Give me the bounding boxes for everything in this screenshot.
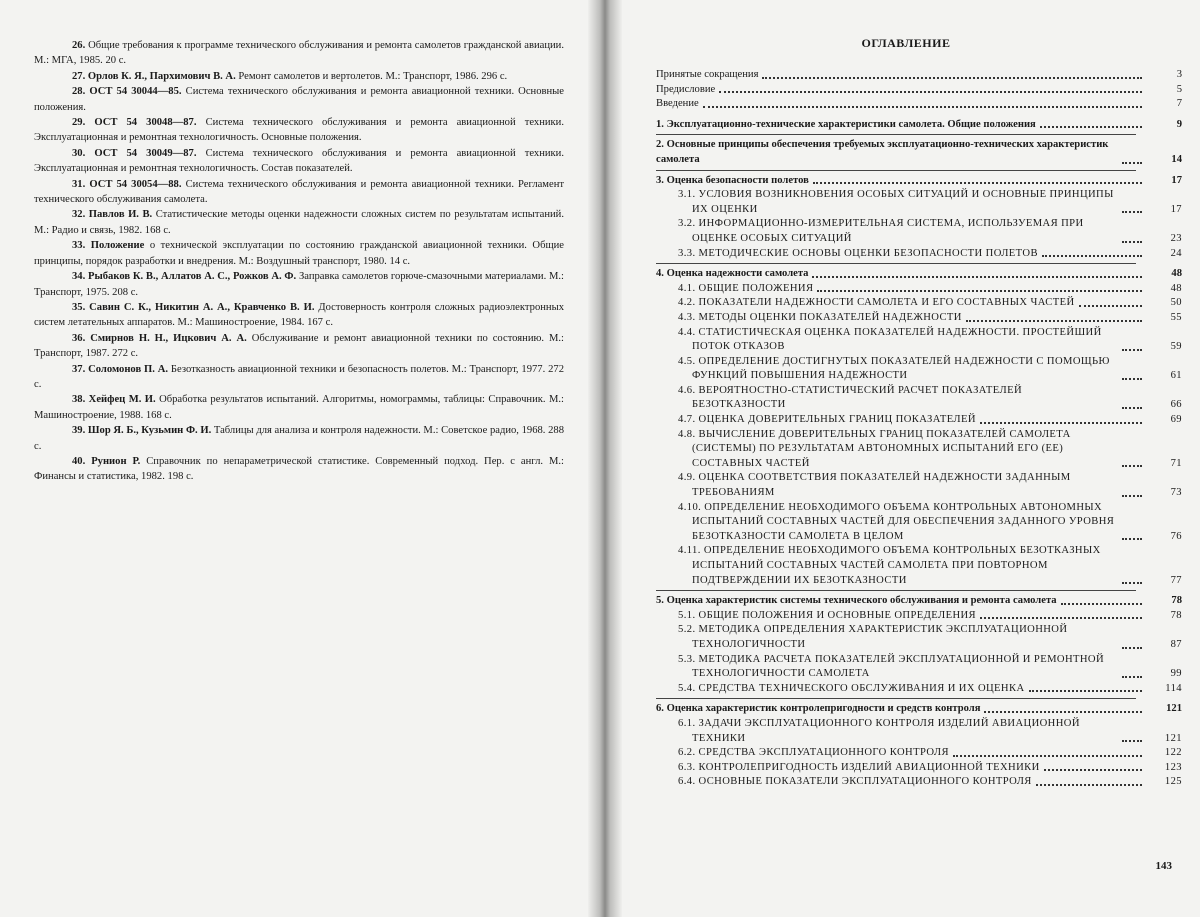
reference-text: Система технического обслуживания и ремонта авиационной техники. Регламент технического обслуживания самолета. (34, 178, 565, 206)
leader-dots (812, 276, 1142, 278)
toc-page-number: 114 (1165, 682, 1182, 694)
reference-text: Система технического обслуживания и ремонта авиационной техники. Эксплуатационная и ремонтная технологичность. Основные положения. (34, 117, 564, 144)
reference-authors: Хейфец М. И. (88, 394, 156, 406)
toc-chapter[interactable] (656, 174, 1182, 189)
toc-front-matter[interactable] (656, 68, 1182, 83)
toc-page-number: 69 (1170, 414, 1182, 426)
reference-authors: Шор Я. Б., Кузьмин Ф. И. (87, 425, 212, 437)
section-divider (656, 170, 1136, 171)
toc-entry-title: 4.8. ВЫЧИСЛЕНИЕ ДОВЕРИТЕЛЬНЫХ ГРАНИЦ ПОКАЗАТЕЛЕЙ САМОЛЕТА (СИСТЕМЫ) ПО РЕЗУЛЬТАТАМ АВТОНОМНЫХ ИСПЫТАНИЙ ЕГО (ЕЕ) СОСТАВНЫХ ЧАСТЕЙ (678, 428, 1071, 469)
leader-dots (953, 755, 1142, 757)
toc-section[interactable] (656, 282, 1182, 297)
left-page (0, 0, 598, 917)
reference-item (34, 38, 564, 69)
leader-dots (1122, 495, 1142, 497)
reference-item (34, 392, 564, 423)
toc-entry-title: 3.1. УСЛОВИЯ ВОЗНИКНОВЕНИЯ ОСОБЫХ СИТУАЦИЙ И ОСНОВНЫЕ ПРИНЦИПЫ ИХ ОЦЕНКИ (678, 189, 1114, 215)
toc-section[interactable] (656, 326, 1182, 355)
toc-chapter[interactable] (656, 702, 1182, 717)
leader-dots (1122, 465, 1142, 467)
reference-item (34, 84, 564, 115)
toc-page-number: 71 (1170, 457, 1182, 469)
reference-text: Достоверность контроля сложных радиоэлектронных систем летательных аппаратов. М.: Машиностроение, 1984. 167 с. (34, 301, 564, 329)
toc-entry-title: 4.9. ОЦЕНКА СООТВЕТСТВИЯ ПОКАЗАТЕЛЕЙ НАДЕЖНОСТИ ЗАДАННЫМ ТРЕБОВАНИЯМ (678, 472, 1071, 499)
toc-entry-title: 6.4. ОСНОВНЫЕ ПОКАЗАТЕЛИ ЭКСПЛУАТАЦИОННОГО КОНТРОЛЯ (678, 776, 1032, 788)
table-of-contents (656, 68, 1182, 790)
reference-text: Таблицы для анализа и контроля надежности. М.: Советское радио, 1968. 288 с. (34, 425, 564, 452)
toc-front-matter[interactable] (656, 97, 1182, 112)
toc-entry-title: 4.10. ОПРЕДЕЛЕНИЕ НЕОБХОДИМОГО ОБЪЕМА КОНТРОЛЬНЫХ АВТОНОМНЫХ ИСПЫТАНИЙ СОСТАВНЫХ ЧАСТЕЙ ДЛЯ ОБЕСПЕЧЕНИЯ ЗАДАННОГО УРОВНЯ БЕЗОТКАЗНОСТИ САМОЛЕТА В ЦЕЛОМ (678, 501, 1115, 542)
toc-page-number: 17 (1170, 203, 1182, 215)
toc-entry-title: 4.5. ОПРЕДЕЛЕНИЕ ДОСТИГНУТЫХ ПОКАЗАТЕЛЕЙ НАДЕЖНОСТИ С ПОМОЩЬЮ ФУНКЦИЙ ПОВЫШЕНИЯ НАДЕЖНОСТИ (678, 355, 1110, 382)
toc-section[interactable] (656, 471, 1182, 500)
toc-page-number: 24 (1170, 247, 1182, 259)
toc-section[interactable] (656, 653, 1182, 682)
page-number: 143 (1155, 860, 1172, 872)
reference-item (34, 69, 564, 84)
toc-entry-title: 3. Оценка безопасности полетов (656, 174, 809, 186)
leader-dots (1044, 769, 1142, 771)
reference-number: 30. (72, 147, 95, 159)
toc-entry-title: Введение (656, 98, 699, 110)
reference-number: 37. (72, 363, 89, 375)
leader-dots (817, 290, 1142, 292)
reference-number: 36. (72, 332, 91, 344)
toc-entry-title: 4.3. МЕТОДЫ ОЦЕНКИ ПОКАЗАТЕЛЕЙ НАДЕЖНОСТИ (678, 311, 962, 323)
toc-page-number: 61 (1170, 370, 1182, 382)
reference-authors: Положение (90, 240, 145, 252)
toc-entry-title: 1. Эксплуатационно-технические характеристики самолета. Общие положения (656, 118, 1036, 130)
toc-section[interactable] (656, 544, 1182, 588)
reference-number: 34. (72, 271, 89, 283)
reference-number: 39. (72, 425, 88, 437)
toc-chapter[interactable] (656, 594, 1182, 609)
leader-dots (984, 711, 1142, 713)
leader-dots (1122, 241, 1142, 243)
leader-dots (966, 320, 1142, 322)
leader-dots (1122, 740, 1142, 742)
toc-entry-title: 5. Оценка характеристик системы технического обслуживания и ремонта самолета (656, 595, 1057, 607)
toc-entry-title: 5.4. СРЕДСТВА ТЕХНИЧЕСКОГО ОБСЛУЖИВАНИЯ И ИХ ОЦЕНКА (678, 682, 1025, 694)
toc-page-number: 48 (1171, 268, 1182, 280)
leader-dots (1079, 305, 1142, 307)
toc-page-number: 5 (1176, 83, 1182, 95)
leader-dots (1122, 676, 1142, 678)
reference-item (34, 177, 564, 208)
toc-entry-title: 5.3. МЕТОДИКА РАСЧЕТА ПОКАЗАТЕЛЕЙ ЭКСПЛУАТАЦИОННОЙ И РЕМОНТНОЙ ТЕХНОЛОГИЧНОСТИ САМОЛЕТА (678, 653, 1105, 680)
book-gutter (588, 0, 622, 917)
toc-page-number: 14 (1171, 153, 1182, 165)
toc-page-number: 122 (1164, 747, 1182, 759)
leader-dots (1042, 255, 1142, 257)
toc-page-number: 55 (1170, 311, 1182, 323)
reference-number: 26. (72, 40, 89, 51)
leader-dots (1122, 349, 1142, 351)
toc-section[interactable] (656, 311, 1182, 326)
toc-title: ОГЛАВЛЕНИЕ (861, 36, 951, 50)
toc-page-number: 23 (1170, 232, 1182, 244)
reference-text: Справочник по непараметрической статистике. Современный подход. Пер. с англ. М.: Финансы и статистика, 1982. 198 с. (34, 455, 564, 483)
toc-page-number: 48 (1170, 282, 1182, 294)
toc-entry-title: 6.2. СРЕДСТВА ЭКСПЛУАТАЦИОННОГО КОНТРОЛЯ (678, 747, 949, 759)
leader-dots (1122, 538, 1142, 540)
toc-entry-title: 4.7. ОЦЕНКА ДОВЕРИТЕЛЬНЫХ ГРАНИЦ ПОКАЗАТЕЛЕЙ (678, 414, 976, 426)
leader-dots (980, 617, 1142, 619)
toc-entry-title: 5.1. ОБЩИЕ ПОЛОЖЕНИЯ И ОСНОВНЫЕ ОПРЕДЕЛЕНИЯ (678, 609, 977, 621)
toc-page-number: 125 (1164, 776, 1182, 788)
toc-section[interactable] (656, 188, 1182, 217)
right-page (612, 0, 1200, 917)
reference-number: 33. (72, 240, 91, 252)
reference-authors: Соломонов П. А. (88, 363, 169, 375)
leader-dots (1122, 211, 1142, 213)
toc-page-number: 78 (1171, 595, 1182, 607)
toc-section[interactable] (656, 501, 1182, 545)
toc-section[interactable] (656, 413, 1182, 428)
leader-dots (762, 77, 1142, 79)
toc-section[interactable] (656, 775, 1182, 790)
reference-authors: Смирнов Н. Н., Ицкович А. А. (90, 332, 247, 344)
leader-dots (1036, 784, 1142, 786)
reference-number: 38. (72, 394, 89, 406)
toc-section[interactable] (656, 355, 1182, 384)
reference-item (34, 331, 564, 362)
toc-page-number: 3 (1176, 69, 1182, 80)
reference-text: Безотказность авиационной техники и безопасность полетов. М.: Транспорт, 1977. 272 с. (34, 363, 564, 390)
toc-entry-title: 3.2. ИНФОРМАЦИОННО-ИЗМЕРИТЕЛЬНАЯ СИСТЕМА, ИСПОЛЬЗУЕМАЯ ПРИ ОЦЕНКЕ ОСОБЫХ СИТУАЦИЙ (678, 218, 1084, 244)
toc-page-number: 9 (1176, 118, 1182, 130)
reference-text: Система технического обслуживания и ремонта авиационной техники. Основные положения. (34, 86, 564, 113)
toc-section[interactable] (656, 247, 1182, 262)
toc-entry-title: 2. Основные принципы обеспечения требуемых эксплуатационно-технических характеристик самолета (656, 139, 1109, 165)
toc-entry-title: 4.11. ОПРЕДЕЛЕНИЕ НЕОБХОДИМОГО ОБЪЕМА КОНТРОЛЬНЫХ БЕЗОТКАЗНЫХ ИСПЫТАНИЙ СОСТАВНЫХ ЧАСТЕЙ САМОЛЕТА ПРИ ПОВТОРНОМ ПОДТВЕРЖДЕНИИ ИХ БЕЗОТКАЗНОСТИ (678, 545, 1101, 586)
section-divider (656, 134, 1136, 135)
section-divider (656, 698, 1136, 699)
reference-authors: Савин С. К., Никитин А. А., Кравченко В. И. (89, 301, 315, 313)
leader-dots (719, 91, 1142, 93)
toc-chapter[interactable] (656, 138, 1182, 167)
toc-section[interactable] (656, 746, 1182, 761)
toc-entry-title: 6.3. КОНТРОЛЕПРИГОДНОСТЬ ИЗДЕЛИЙ АВИАЦИОННОЙ ТЕХНИКИ (678, 761, 1040, 773)
reference-item (34, 454, 564, 485)
toc-front-matter[interactable] (656, 83, 1182, 98)
reference-item (34, 207, 564, 238)
reference-authors: ОСТ 54 30044—85. (89, 86, 182, 98)
toc-entry-title: 4.1. ОБЩИЕ ПОЛОЖЕНИЯ (678, 282, 814, 294)
leader-dots (1029, 690, 1143, 692)
reference-list (34, 38, 564, 485)
reference-authors: Рунион Р. (91, 455, 141, 467)
toc-page-number: 76 (1170, 530, 1182, 542)
reference-number: 27. (72, 70, 88, 82)
reference-item (34, 362, 564, 393)
toc-page-number: 99 (1170, 668, 1182, 680)
reference-authors: ОСТ 54 30054—88. (89, 178, 182, 190)
toc-page-number: 66 (1170, 399, 1182, 411)
toc-page-number: 121 (1166, 703, 1182, 715)
reference-number: 31. (72, 178, 90, 190)
reference-item (34, 115, 564, 146)
toc-page-number: 77 (1170, 574, 1182, 586)
toc-entry-title: Принятые сокращения (656, 69, 759, 80)
toc-page-number: 50 (1170, 297, 1182, 309)
toc-entry-title: 6. Оценка характеристик контролепригодности и средств контроля (656, 703, 981, 715)
toc-section[interactable] (656, 384, 1182, 413)
reference-number: 29. (72, 117, 95, 129)
toc-entry-title: 5.2. МЕТОДИКА ОПРЕДЕЛЕНИЯ ХАРАКТЕРИСТИК ЭКСПЛУАТАЦИОННОЙ ТЕХНОЛОГИЧНОСТИ (678, 624, 1068, 650)
toc-section[interactable] (656, 761, 1182, 776)
toc-section[interactable] (656, 609, 1182, 624)
section-divider (656, 590, 1136, 591)
reference-number: 32. (72, 209, 89, 221)
toc-page-number: 73 (1170, 487, 1182, 499)
reference-item (34, 300, 564, 331)
toc-page-number: 7 (1176, 98, 1182, 110)
reference-text: о технической эксплуатации по состоянию гражданской авиационной техники. Общие принципы, порядок разработки и внедрения. М.: Воздушный транспорт, 1980. 14 с. (34, 240, 564, 267)
leader-dots (980, 422, 1142, 424)
toc-entry-title: 4.2. ПОКАЗАТЕЛИ НАДЕЖНОСТИ САМОЛЕТА И ЕГО СОСТАВНЫХ ЧАСТЕЙ (678, 297, 1075, 309)
reference-number: 35. (72, 301, 90, 313)
toc-entry-title: 6.1. ЗАДАЧИ ЭКСПЛУАТАЦИОННОГО КОНТРОЛЯ ИЗДЕЛИЙ АВИАЦИОННОЙ ТЕХНИКИ (678, 717, 1080, 744)
toc-section[interactable] (656, 428, 1182, 472)
reference-authors: Павлов И. В. (88, 209, 153, 221)
reference-text: Система технического обслуживания и ремонта авиационной техники. Эксплуатационная и ремонтная технологичность. Состав показателей. (34, 147, 564, 175)
leader-dots (703, 106, 1142, 108)
reference-text: Общие требования к программе технического обслуживания и ремонта самолетов гражданской авиации. М.: МГА, 1985. 20 с. (34, 40, 564, 67)
toc-chapter[interactable] (656, 267, 1182, 282)
reference-text: Обслуживание и ремонт авиационной техники по состоянию. М.: Транспорт, 1987. 272 с. (34, 332, 564, 360)
toc-page-number: 87 (1170, 638, 1182, 650)
reference-text: Обработка результатов испытаний. Алгоритмы, номограммы, таблицы: Справочник. М.: Машиностроение, 1988. 168 с. (34, 394, 564, 421)
toc-page-number: 59 (1170, 341, 1182, 353)
reference-item (34, 423, 564, 454)
leader-dots (1122, 647, 1142, 649)
leader-dots (1122, 162, 1142, 164)
toc-section[interactable] (656, 682, 1182, 697)
leader-dots (1122, 407, 1142, 409)
toc-section[interactable] (656, 717, 1182, 746)
reference-text: Ремонт самолетов и вертолетов. М.: Транспорт, 1986. 296 с. (238, 70, 508, 82)
toc-entry-title: 3.3. МЕТОДИЧЕСКИЕ ОСНОВЫ ОЦЕНКИ БЕЗОПАСНОСТИ ПОЛЕТОВ (678, 247, 1038, 259)
leader-dots (1040, 126, 1142, 128)
reference-text: Статистические методы оценки надежности сложных систем по результатам испытаний. М.: Радио и связь, 1982. 168 с. (34, 209, 564, 236)
toc-page-number: 123 (1164, 761, 1182, 773)
section-divider (656, 263, 1136, 264)
reference-number: 28. (72, 86, 90, 98)
toc-page-number: 17 (1171, 174, 1182, 186)
reference-authors: ОСТ 54 30048—87. (94, 117, 197, 129)
toc-page-number: 121 (1164, 732, 1182, 744)
reference-authors: ОСТ 54 30049—87. (94, 147, 197, 159)
reference-item (34, 238, 564, 269)
reference-item (34, 269, 564, 300)
toc-section[interactable] (656, 217, 1182, 246)
toc-entry-title: 4.6. ВЕРОЯТНОСТНО-СТАТИСТИЧЕСКИЙ РАСЧЕТ ПОКАЗАТЕЛЕЙ БЕЗОТКАЗНОСТИ (678, 384, 1023, 411)
toc-entry-title: Предисловие (656, 83, 716, 95)
leader-dots (813, 182, 1142, 184)
toc-chapter[interactable] (656, 118, 1182, 133)
reference-item (34, 146, 564, 177)
reference-text: Заправка самолетов горюче-смазочными материалами. М.: Транспорт, 1975. 208 с. (34, 271, 564, 298)
leader-dots (1061, 603, 1142, 605)
toc-page-number: 78 (1170, 609, 1182, 621)
leader-dots (1122, 378, 1142, 380)
reference-authors: Рыбаков К. В., Аллатов А. С., Рожков А. Ф. (88, 271, 297, 283)
toc-section[interactable] (656, 296, 1182, 311)
toc-section[interactable] (656, 623, 1182, 652)
toc-entry-title: 4. Оценка надежности самолета (656, 268, 809, 280)
toc-entry-title: 4.4. СТАТИСТИЧЕСКАЯ ОЦЕНКА ПОКАЗАТЕЛЕЙ НАДЕЖНОСТИ. ПРОСТЕЙШИЙ ПОТОК ОТКАЗОВ (678, 326, 1102, 353)
leader-dots (1122, 582, 1142, 584)
reference-authors: Орлов К. Я., Пархимович В. А. (87, 70, 236, 82)
reference-number: 40. (72, 455, 92, 467)
